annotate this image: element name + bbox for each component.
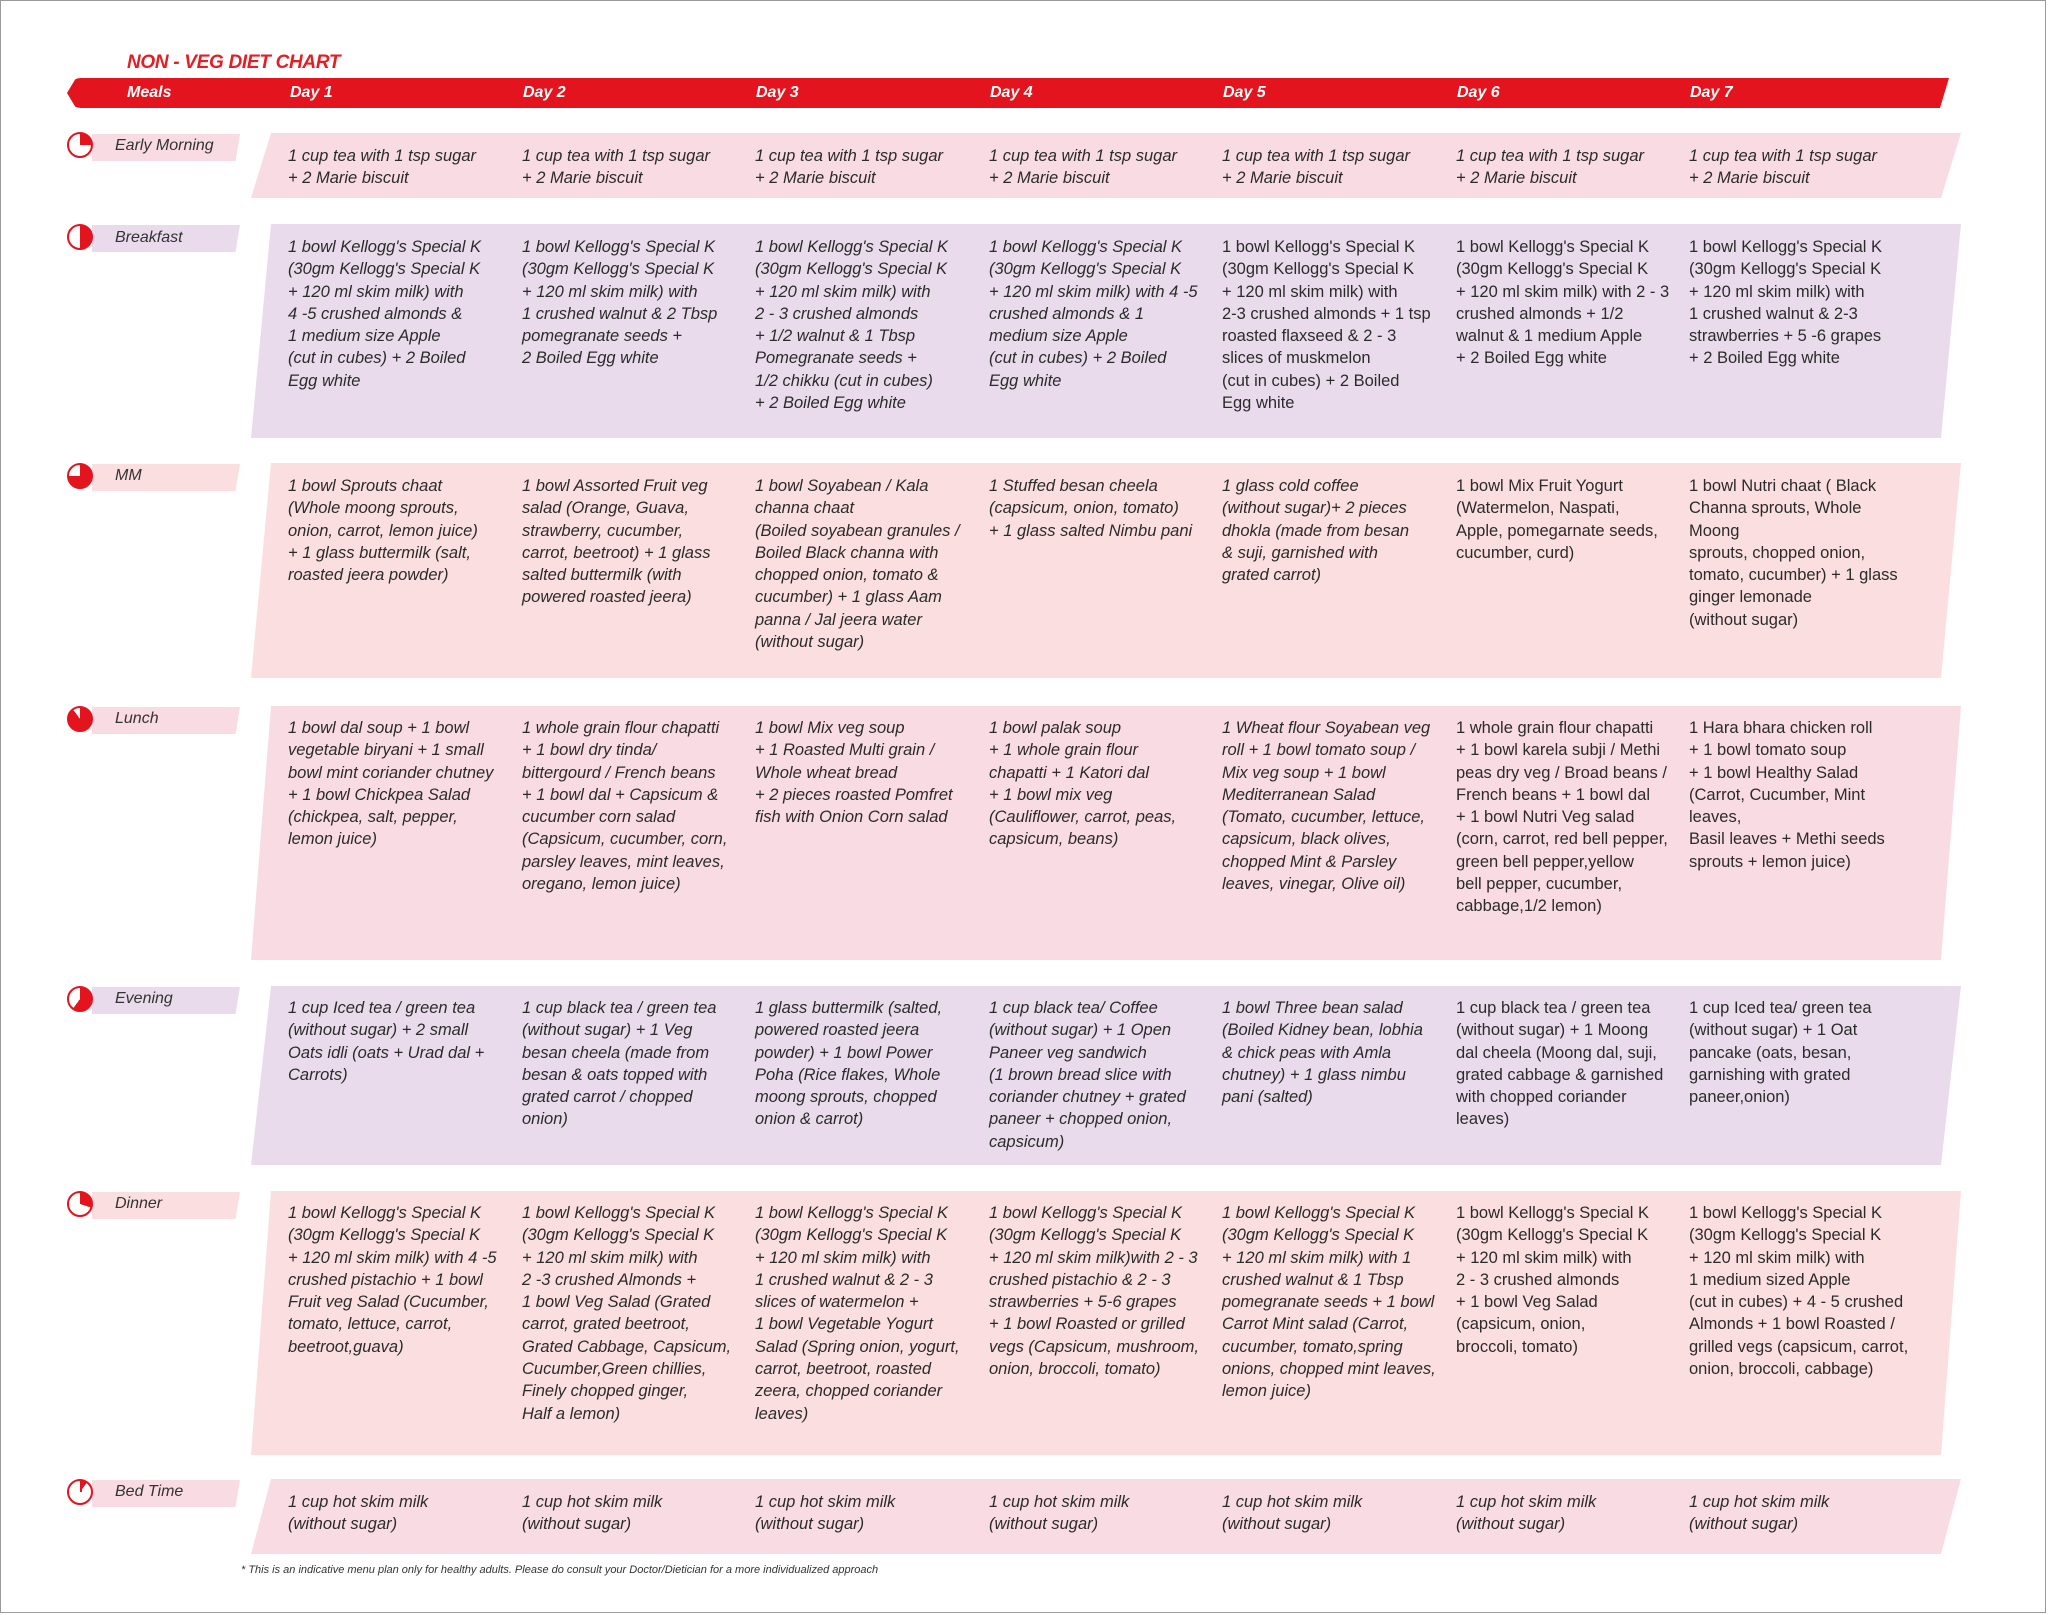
clock-icon (67, 1479, 93, 1505)
meal-cell: 1 cup hot skim milk (without sugar) (1222, 1493, 1363, 1534)
meal-cell: 1 cup hot skim milk (without sugar) (288, 1493, 429, 1534)
meal-cell: 1 cup Iced tea/ green tea (without sugar) + 1 Oat pancake (oats, besan, garnishing with grated paneer,onion) (1689, 999, 1872, 1107)
meal-cell: 1 bowl Mix Fruit Yogurt (Watermelon, Naspati, Apple, pomegarnate seeds, cucumber, curd) (1456, 477, 1658, 562)
meal-cell: 1 bowl Kellogg's Special K (30gm Kellogg's Special K + 120 ml skim milk) with 1 crushed walnut & 2 Tbsp pomegranate seeds + 2 Boiled Egg white (522, 238, 718, 368)
meal-cell: 1 cup hot skim milk (without sugar) (755, 1493, 896, 1534)
meal-label: Breakfast (115, 229, 183, 246)
clock-icon (67, 1191, 93, 1217)
clock-hand (80, 988, 82, 999)
meal-cell: 1 cup tea with 1 tsp sugar + 2 Marie biscuit (1222, 147, 1411, 188)
meal-cell: 1 whole grain flour chapatti + 1 bowl karela subji / Methi peas dry veg / Broad beans / French beans + 1 bowl dal + 1 bowl Nutri Veg salad (corn, carrot, red bell pepper, green bell pepper,yellow bell pepper, cucumber, cabbage,1/2 lemon) (1456, 719, 1668, 916)
meal-cell: 1 cup hot skim milk (without sugar) (1689, 1493, 1830, 1534)
meal-cell: 1 bowl Assorted Fruit veg salad (Orange, Guava, strawberry, cucumber, carrot, beetroot) + 1 glass salted buttermilk (with powered roasted jeera) (522, 477, 711, 607)
meal-cell: 1 cup tea with 1 tsp sugar + 2 Marie biscuit (1456, 147, 1645, 188)
meal-cell: 1 glass cold coffee (without sugar)+ 2 pieces dhokla (made from besan & suji, garnished with grated carrot) (1222, 477, 1410, 585)
meal-cell: 1 bowl Kellogg's Special K (30gm Kellogg's Special K + 120 ml skim milk)with 2 - 3 crushed pistachio & 2 - 3 strawberries + 5-6 grapes + 1 bowl Roasted or grilled vegs (Capsicum, mushroom, onion, broccoli, tomato) (989, 1204, 1199, 1379)
meal-cell: 1 bowl Kellogg's Special K (30gm Kellogg's Special K + 120 ml skim milk) with 4 -5 crushed almonds & 1 medium size Apple (cut in cubes) + 2 Boiled Egg white (989, 238, 1198, 390)
meal-cell: 1 cup Iced tea / green tea (without sugar) + 2 small Oats idli (oats + Urad dal + Carrots) (288, 999, 485, 1084)
meal-cell: 1 glass buttermilk (salted, powered roasted jeera powder) + 1 bowl Power Poha (Rice flakes, Whole moong sprouts, chopped onion & carrot) (755, 999, 943, 1129)
meal-cell: 1 bowl Kellogg's Special K (30gm Kellogg's Special K + 120 ml skim milk) with 4 -5 crushed almonds & 1 medium size Apple (cut in cubes) + 2 Boiled Egg white (288, 238, 482, 390)
clock-hand (80, 708, 82, 719)
meal-cell: 1 cup tea with 1 tsp sugar + 2 Marie biscuit (755, 147, 944, 188)
meal-cell: 1 bowl Kellogg's Special K (30gm Kellogg's Special K + 120 ml skim milk) with 1 crushed walnut & 1 Tbsp pomegranate seeds + 1 bowl Carrot Mint salad (Carrot, cucumber, tomato,spring onions, chopped mint leaves, lemon juice) (1222, 1204, 1436, 1401)
meal-label: Bed Time (115, 1483, 184, 1500)
meal-label: Lunch (115, 710, 159, 727)
meal-cell: 1 bowl Kellogg's Special K (30gm Kellogg's Special K + 120 ml skim milk) with 2 - 3 crushed almonds + 1/2 walnut & 1 Tbsp Pomegranate seeds + 1/2 chikku (cut in cubes) + 2 Boiled Egg white (755, 238, 949, 413)
meal-cell: 1 bowl Kellogg's Special K (30gm Kellogg's Special K + 120 ml skim milk) with 2-3 crushed almonds + 1 tsp roasted flaxseed & 2 - 3 slices of muskmelon (cut in cubes) + 2 Boiled Egg white (1222, 238, 1431, 413)
header-day-5: Day 5 (1223, 84, 1266, 101)
meal-cell: 1 bowl Mix veg soup + 1 Roasted Multi grain / Whole wheat bread + 2 pieces roasted Pomfret fish with Onion Corn salad (755, 719, 953, 827)
clock-icon (67, 463, 93, 489)
header-day-3: Day 3 (756, 84, 799, 101)
meal-cell: 1 cup black tea / green tea (without sugar) + 1 Veg besan cheela (made from besan & oats topped with grated carrot / chopped onion) (522, 999, 717, 1129)
header-day-2: Day 2 (523, 84, 566, 101)
meal-cell: 1 bowl Soyabean / Kala channa chaat (Boiled soyabean granules / Boiled Black channa with chopped onion, tomato & cucumber) + 1 glass Aam panna / Jal jeera water (without sugar) (755, 477, 960, 652)
meal-cell: 1 bowl Sprouts chaat (Whole moong sprouts, onion, carrot, lemon juice) + 1 glass buttermilk (salt, roasted jeera powder) (288, 477, 478, 585)
meal-cell: 1 cup tea with 1 tsp sugar + 2 Marie biscuit (288, 147, 477, 188)
clock-hand (80, 134, 82, 145)
meal-cell: 1 bowl Kellogg's Special K (30gm Kellogg's Special K + 120 ml skim milk) with 2 -3 crushed Almonds + 1 bowl Veg Salad (Grated carrot, grated beetroot, Grated Cabbage, Capsicum, Cucumber,Green chillies, Finely chopped ginger, Half a lemon) (522, 1204, 732, 1423)
clock-icon (67, 706, 93, 732)
meal-label: Early Morning (115, 137, 214, 154)
meal-cell: 1 Wheat flour Soyabean veg roll + 1 bowl tomato soup / Mix veg soup + 1 bowl Mediterranean Salad (Tomato, cucumber, lettuce, capsicum, black olives, chopped Mint & Parsley leaves, vinegar, Olive oil) (1222, 719, 1431, 894)
meal-cell: 1 Hara bhara chicken roll + 1 bowl tomato soup + 1 bowl Healthy Salad (Carrot, Cucumber, Mint leaves, Basil leaves + Methi seeds sprouts + lemon juice) (1689, 719, 1885, 871)
meal-cell: 1 bowl Three bean salad (Boiled Kidney bean, lobhia & chick peas with Amla chutney) + 1 glass nimbu pani (salted) (1222, 999, 1423, 1107)
meal-label: Dinner (115, 1195, 163, 1212)
meal-cell: 1 bowl Kellogg's Special K (30gm Kellogg's Special K + 120 ml skim milk) with 2 - 3 crushed almonds + 1 bowl Veg Salad (capsicum, onion, broccoli, tomato) (1456, 1204, 1650, 1356)
header-day-4: Day 4 (990, 84, 1033, 101)
header-day-7: Day 7 (1690, 84, 1733, 101)
clock-icon (67, 132, 93, 158)
meal-cell: 1 cup black tea/ Coffee (without sugar) + 1 Open Paneer veg sandwich (1 brown bread slice with coriander chutney + grated paneer + chopped onion, capsicum) (989, 999, 1186, 1151)
meal-cell: 1 cup tea with 1 tsp sugar + 2 Marie biscuit (522, 147, 711, 188)
meal-cell: 1 bowl Kellogg's Special K (30gm Kellogg's Special K + 120 ml skim milk) with 1 crushed walnut & 2-3 strawberries + 5 -6 grapes + 2 Boiled Egg white (1689, 238, 1883, 368)
clock-hand (80, 1481, 82, 1492)
header-meals: Meals (127, 84, 172, 101)
meal-cell: 1 cup black tea / green tea (without sugar) + 1 Moong dal cheela (Moong dal, suji, grated cabbage & garnished with chopped coriander leaves) (1456, 999, 1664, 1129)
meal-cell: 1 whole grain flour chapatti + 1 bowl dry tinda/ bittergourd / French beans + 1 bowl dal + Capsicum & cucumber corn salad (Capsicum, cucumber, corn, parsley leaves, mint leaves, oregano, lemon juice) (522, 719, 728, 894)
chart-title: NON - VEG DIET CHART (127, 52, 341, 73)
meal-label: MM (115, 467, 142, 484)
meal-cell: 1 bowl Kellogg's Special K (30gm Kellogg's Special K + 120 ml skim milk) with 1 crushed walnut & 2 - 3 slices of watermelon + 1 bowl Vegetable Yogurt Salad (Spring onion, yogurt, carrot, beetroot, roasted zeera, chopped coriander leaves) (755, 1204, 960, 1423)
meal-cell: 1 bowl Kellogg's Special K (30gm Kellogg's Special K + 120 ml skim milk) with 4 -5 crushed pistachio + 1 bowl Fruit veg Salad (Cucumber, tomato, lettuce, carrot, beetroot,guava) (288, 1204, 497, 1356)
clock-hand (80, 226, 82, 237)
meal-cell: 1 bowl dal soup + 1 bowl vegetable biryani + 1 small bowl mint coriander chutney + 1 bowl Chickpea Salad (chickpea, salt, pepper, lemon juice) (288, 719, 494, 849)
clock-hand (80, 465, 82, 476)
meal-cell: 1 cup tea with 1 tsp sugar + 2 Marie biscuit (989, 147, 1178, 188)
meal-cell: 1 Stuffed besan cheela (capsicum, onion, tomato) + 1 glass salted Nimbu pani (989, 477, 1193, 540)
header-day-6: Day 6 (1457, 84, 1500, 101)
meal-cell: 1 cup tea with 1 tsp sugar + 2 Marie biscuit (1689, 147, 1878, 188)
meal-cell: 1 bowl Kellogg's Special K (30gm Kellogg's Special K + 120 ml skim milk) with 2 - 3 crushed almonds + 1/2 walnut & 1 medium Apple + 2 Boiled Egg white (1456, 238, 1670, 368)
clock-icon (67, 986, 93, 1012)
meal-cell: 1 bowl Nutri chaat ( Black Channa sprouts, Whole Moong sprouts, chopped onion, tomato, cucumber) + 1 glass ginger lemonade (without sugar) (1689, 477, 1898, 629)
header-day-1: Day 1 (290, 84, 333, 101)
footnote: * This is an indicative menu plan only for healthy adults. Please do consult your Doctor/Dietician for a more individualized approach (241, 1564, 879, 1576)
meal-cell: 1 cup hot skim milk (without sugar) (1456, 1493, 1597, 1534)
meal-cell: 1 bowl palak soup + 1 whole grain flour chapatti + 1 Katori dal + 1 bowl mix veg (Cauliflower, carrot, peas, capsicum, beans) (989, 719, 1177, 849)
meal-cell: 1 bowl Kellogg's Special K (30gm Kellogg's Special K + 120 ml skim milk) with 1 medium sized Apple (cut in cubes) + 4 - 5 crushed Almonds + 1 bowl Roasted / grilled vegs (capsicum, carrot, onion, broccoli, cabbage) (1689, 1204, 1909, 1379)
meal-label: Evening (115, 990, 173, 1007)
clock-hand (80, 1193, 82, 1204)
meal-cell: 1 cup hot skim milk (without sugar) (522, 1493, 663, 1534)
meal-cell: 1 cup hot skim milk (without sugar) (989, 1493, 1130, 1534)
clock-icon (67, 224, 93, 250)
